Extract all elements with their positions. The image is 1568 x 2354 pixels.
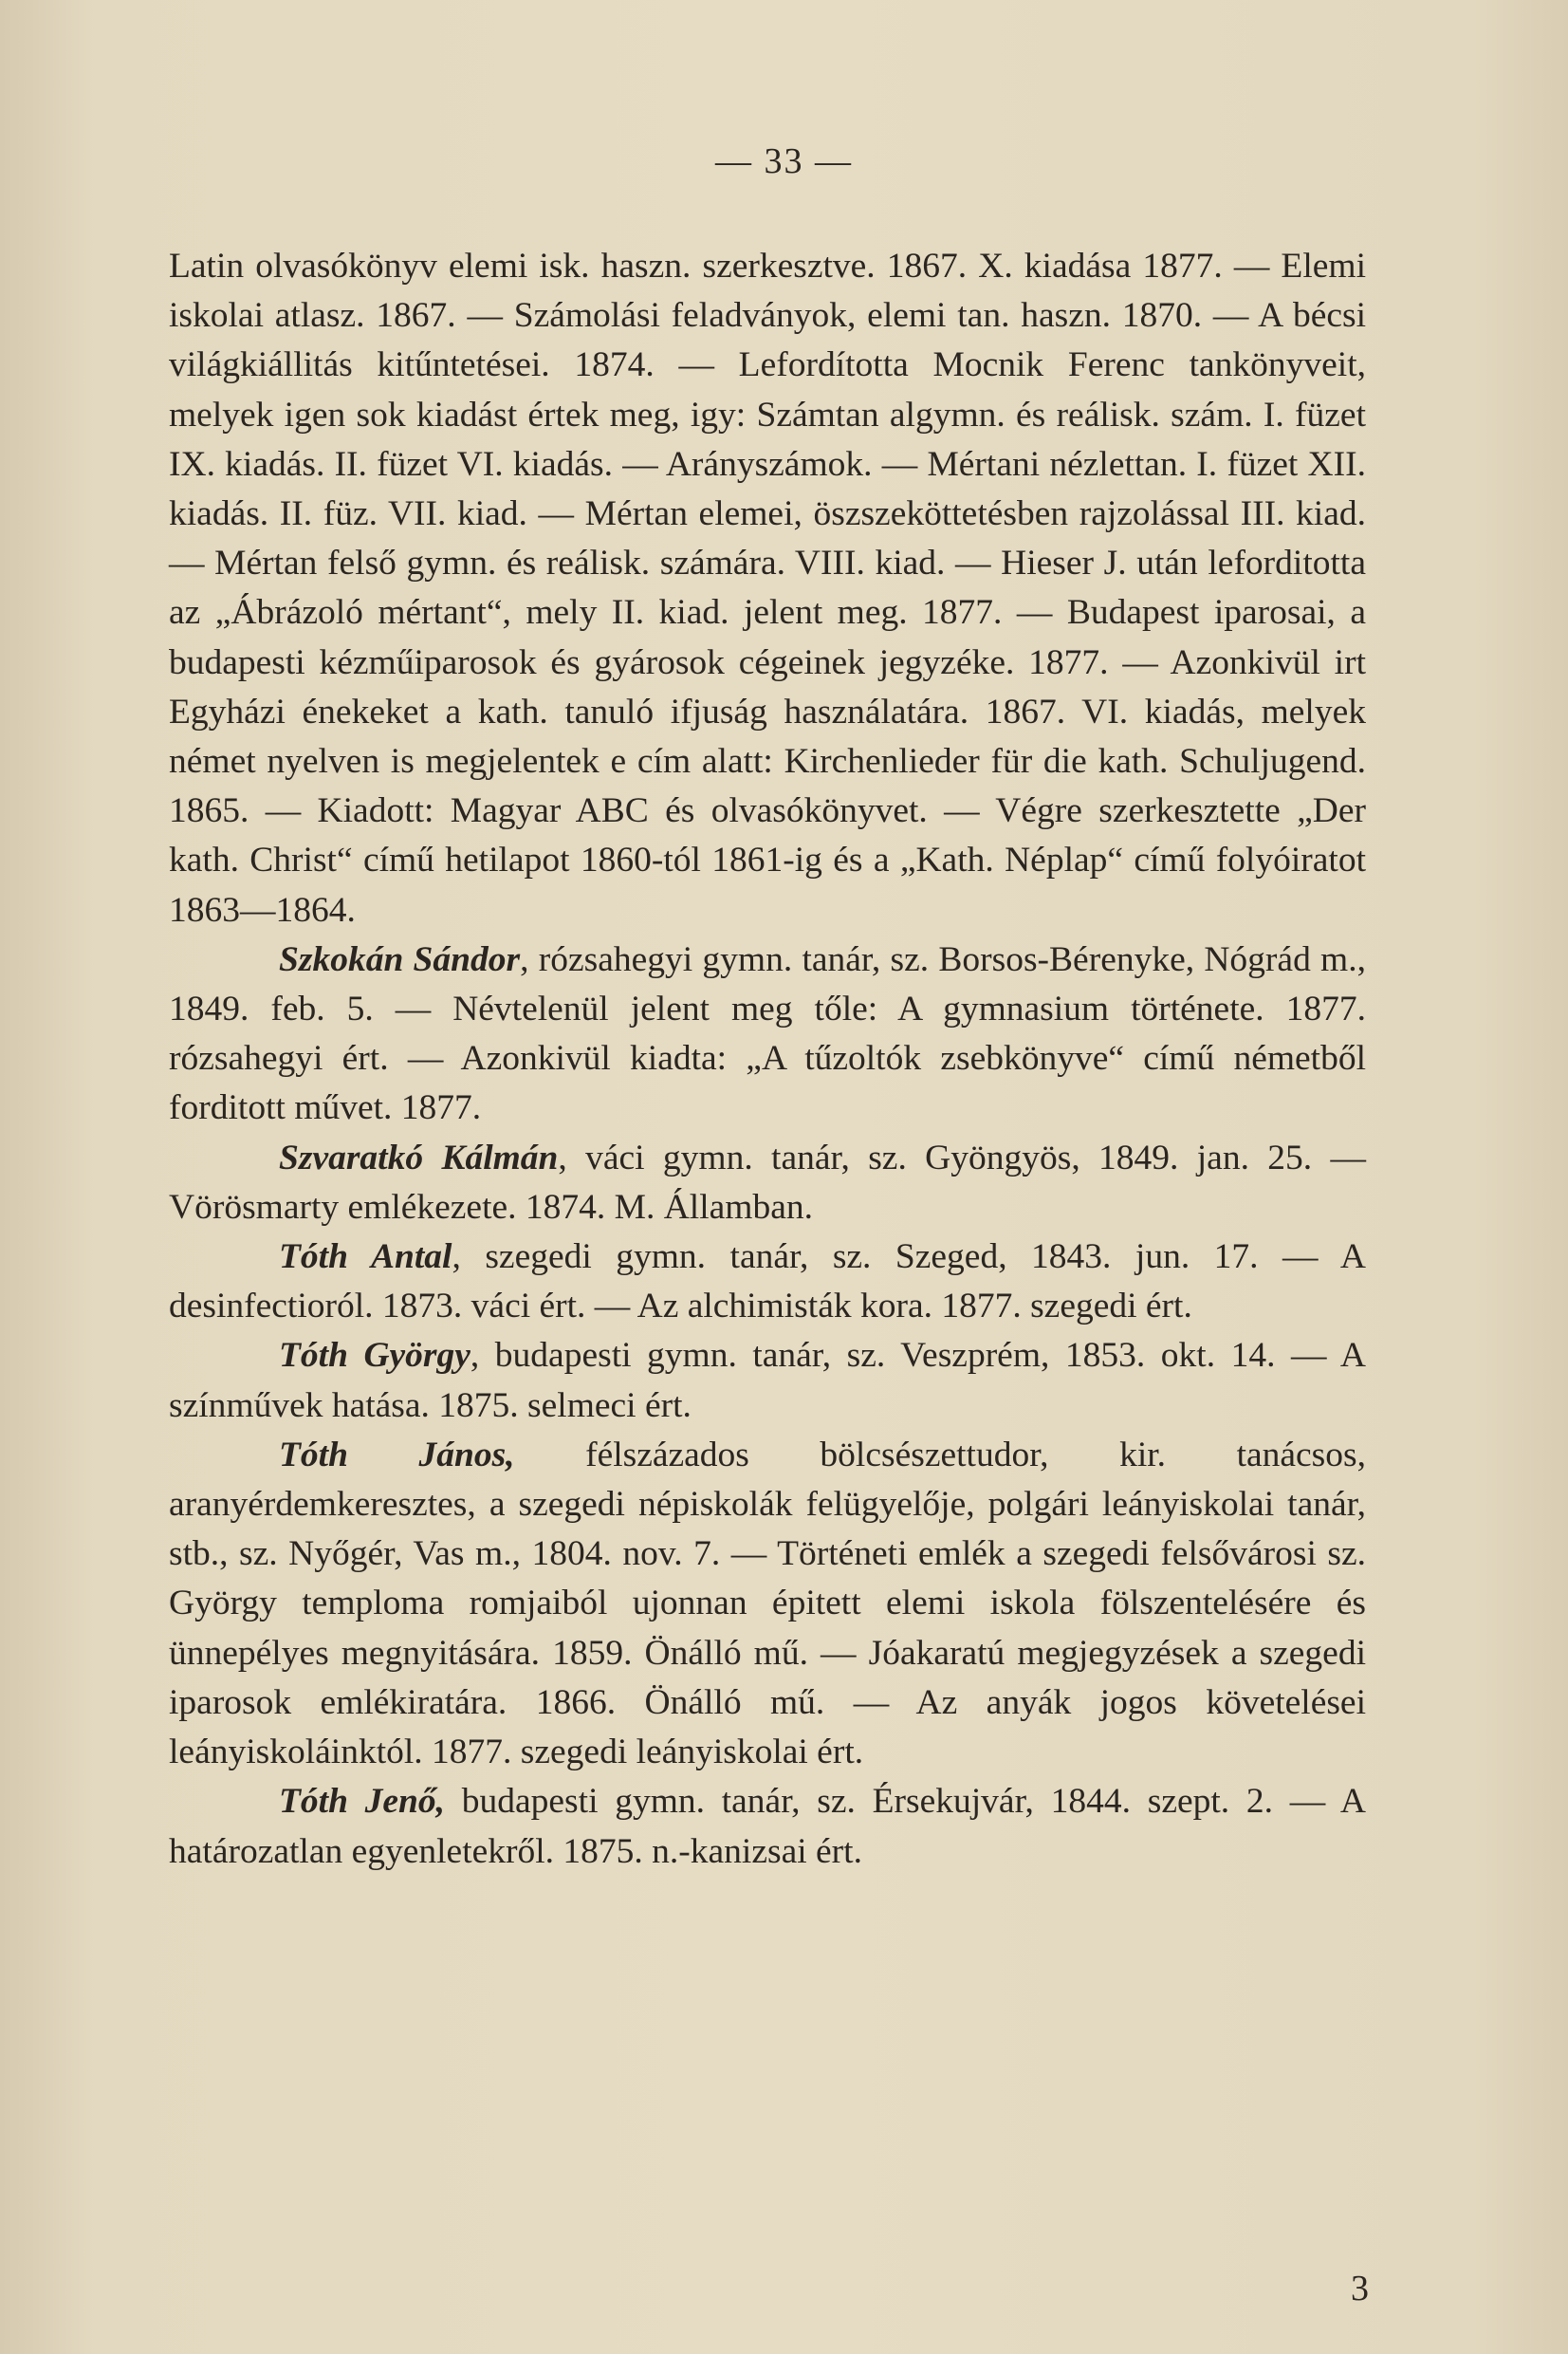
- entry-text: , váci gymn. tanár, sz. Gyöngyös, 1849. jan. 25. — Vörösmarty emlékezete. 1874. M. Államban.: [169, 1138, 1367, 1227]
- entry-szkokan-sandor: [169, 936, 1366, 1134]
- entry-text: félszázados bölcsészettudor, kir. tanácsos, aranyérdemkeresztes, a szegedi népiskolák felügyelője, polgári leányiskolai tanár, stb., sz. Nyőgér, Vas m., 1804. nov. 7. — Történeti emlék a szegedi felsővárosi sz. György temploma romjaiból ujonnan épitett elemi iskola fölszentelésére és ünnepélyes megnyitására. 1859. Önálló mű. — Jóakaratú megjegyzések a szegedi iparosok emlékiratára. 1866. Önálló mű. — Az anyák jogos követelései leányiskoláinktól. 1877. szegedi leányiskolai ért.: [169, 1435, 1366, 1772]
- entry-text: , budapesti gymn. tanár, sz. Veszprém, 1853. okt. 14. — A színművek hatása. 1875. selmeci ért.: [169, 1336, 1366, 1425]
- entry-toth-gyorgy: [169, 1331, 1366, 1430]
- entry-toth-jeno: [169, 1777, 1366, 1876]
- entry-text: budapesti gymn. tanár, sz. Érsekujvár, 1844. szept. 2. — A határozatlan egyenletekről. 1875. n.-kanizsai ért.: [169, 1782, 1366, 1871]
- entry-toth-janos: [169, 1431, 1366, 1777]
- paragraph-text: Latin olvasókönyv elemi isk. haszn. szerkesztve. 1867. X. kiadása 1877. — Elemi iskolai atlasz. 1867. — Számolási feladványok, elemi tan. haszn. 1870. — A bécsi világkiállitás kitűntetései. 1874. — Lefordította Mocnik Ferenc tankönyveit, melyek igen sok kiadást értek meg, igy: Számtan algymn. és reálisk. szám. I. füzet IX. kiadás. II. füzet VI. kiadás. — Arányszámok. — Mértani nézlettan. I. füzet XII. kiadás. II. füz. VII. kiad. — Mértan elemei, öszszeköttetésben rajzolással III. kiad. — Mértan felső gymn. és reálisk. számára. VIII. kiad. — Hieser J. után leforditotta az „Ábrázoló mértant“, mely II. kiad. jelent meg. 1877. — Budapest iparosai, a budapesti kézműiparosok és gyárosok cégeinek jegyzéke. 1877. — Azonkivül irt Egyházi énekeket a kath. tanuló ifjuság használatára. 1867. VI. kiadás, melyek német nyelven is megjelentek e cím alatt: Kirchenlieder für die kath. Schuljugend. 1865. — Kiadott: Magyar ABC és olvasókönyvet. — Végre szerkesztette „Der kath. Christ“ című hetilapot 1860-tól 1861-ig és a „Kath. Néplap“ című folyóiratot 1863—1864.: [169, 247, 1366, 930]
- entry-name: Tóth Antal: [279, 1237, 452, 1277]
- entry-text: , rózsahegyi gymn. tanár, sz. Borsos-Bérenyke, Nógrád m., 1849. feb. 5. — Névtelenül jelent meg tőle: A gymnasium története. 1877. rózsahegyi ért. — Azonkivül kiadta: „A tűzoltók zsebkönyve“ című németből forditott művet. 1877.: [169, 939, 1366, 1128]
- entry-name: Tóth György: [279, 1336, 470, 1376]
- page-body: [169, 242, 1366, 1877]
- entry-name: Tóth Jenő,: [279, 1782, 446, 1822]
- entry-text: , szegedi gymn. tanár, sz. Szeged, 1843. jun. 17. — A desinfectioról. 1873. váci ért. — Az alchimisták kora. 1877. szegedi ért.: [169, 1237, 1367, 1326]
- entry-toth-antal: [169, 1233, 1366, 1331]
- paragraph-continuation: [169, 242, 1366, 936]
- page-number: — 33 —: [715, 141, 853, 181]
- entry-szvaratko-kalman: [169, 1134, 1366, 1233]
- entry-name: Tóth János,: [279, 1435, 515, 1474]
- entry-name: Szvaratkó Kálmán: [279, 1138, 559, 1177]
- signature-mark: 3: [1351, 2269, 1369, 2308]
- entry-name: Szkokán Sándor: [279, 939, 521, 979]
